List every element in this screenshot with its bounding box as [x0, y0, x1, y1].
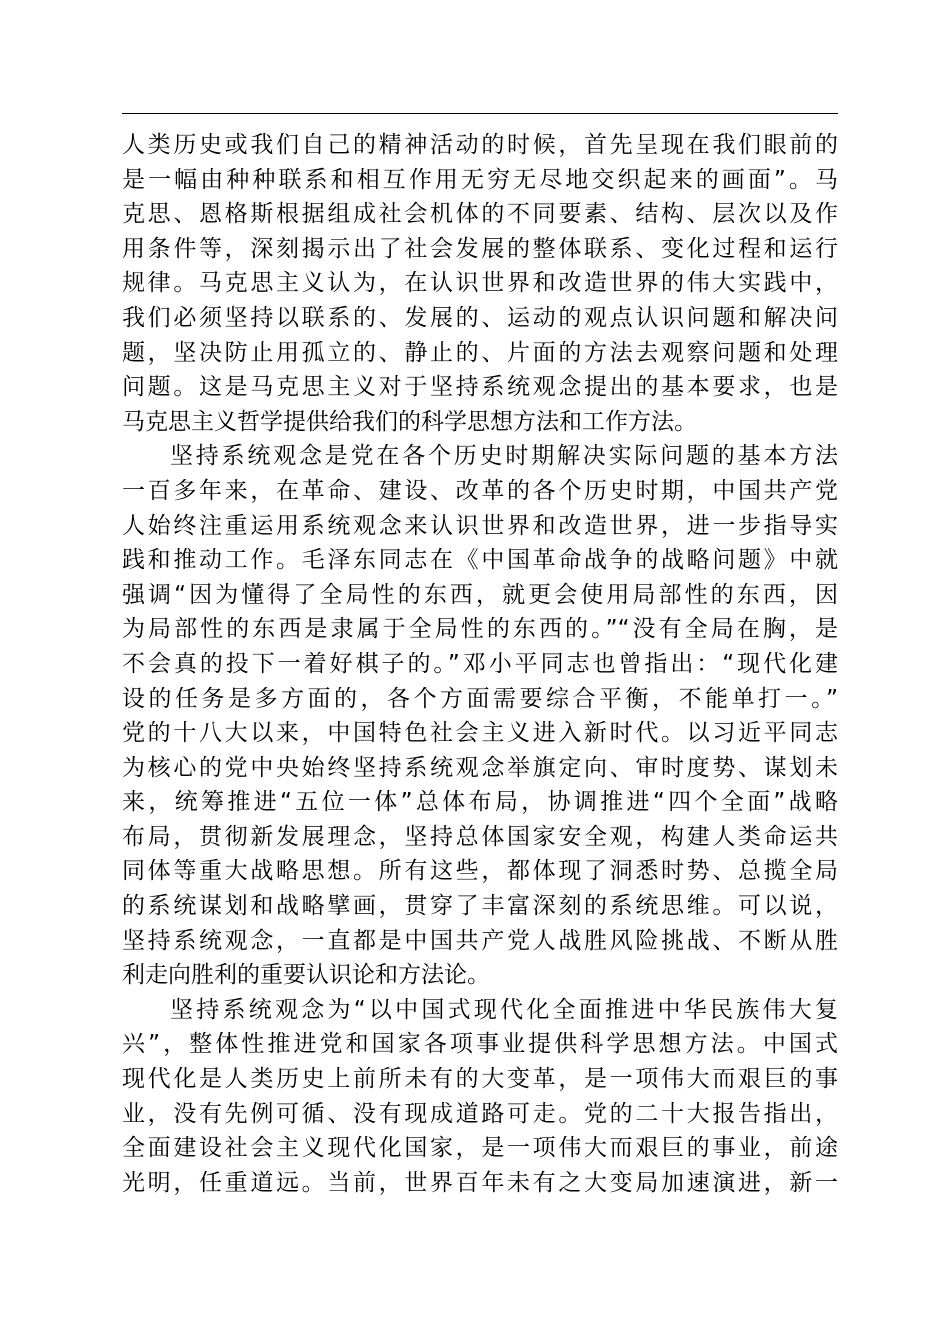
- text-line: 克思、恩格斯根据组成社会机体的不同要素、结构、层次以及作: [122, 201, 838, 228]
- text-line: 题，坚决防止用孤立的、静止的、片面的方法去观察问题和处理: [122, 339, 838, 366]
- text-line: 业，没有先例可循、没有现成道路可走。党的二十大报告指出，: [122, 1100, 838, 1127]
- text-line: 的系统谋划和战略擘画，贯穿了丰富深刻的系统思维。可以说，: [122, 893, 838, 920]
- text-line: 全面建设社会主义现代化国家，是一项伟大而艰巨的事业，前途: [122, 1135, 838, 1162]
- text-line: 同体等重大战略思想。所有这些，都体现了洞悉时势、总揽全局: [122, 858, 838, 885]
- text-line: 党的十八大以来，中国特色社会主义进入新时代。以习近平同志: [122, 720, 838, 747]
- text-line: 人类历史或我们自己的精神活动的时候，首先呈现在我们眼前的: [122, 132, 838, 158]
- paragraph-start-line: 坚持系统观念为“以中国式现代化全面推进中华民族伟大复: [170, 996, 838, 1023]
- text-line: 光明，任重道远。当前，世界百年未有之大变局加速演进，新一: [122, 1169, 838, 1196]
- header-rule: [122, 113, 838, 114]
- text-line: 问题。这是马克思主义对于坚持系统观念提出的基本要求，也是: [122, 374, 838, 401]
- body-text: [122, 128, 838, 1200]
- paragraph-end-line: 马克思主义哲学提供给我们的科学思想方法和工作方法。: [122, 408, 697, 435]
- text-line: 人始终注重运用系统观念来认识世界和改造世界，进一步指导实: [122, 512, 838, 539]
- text-line: 规律。马克思主义认为，在认识世界和改造世界的伟大实践中，: [122, 270, 838, 297]
- paragraph-end-line: 利走向胜利的重要认识论和方法论。: [122, 962, 490, 989]
- text-line: 为核心的党中央始终坚持系统观念举旗定向、审时度势、谋划未: [122, 754, 838, 781]
- text-line: 一百多年来，在革命、建设、改革的各个历史时期，中国共产党: [122, 477, 838, 504]
- text-line: 兴”，整体性推进党和国家各项事业提供科学思想方法。中国式: [122, 1031, 838, 1058]
- text-line: 用条件等，深刻揭示出了社会发展的整体联系、变化过程和运行: [122, 235, 838, 262]
- text-line: 强调“因为懂得了全局性的东西，就更会使用局部性的东西，因: [122, 581, 838, 608]
- text-line: 不会真的投下一着好棋子的。”邓小平同志也曾指出：“现代化建: [122, 650, 838, 677]
- text-line: 践和推动工作。毛泽东同志在《中国革命战争的战略问题》中就: [122, 547, 838, 574]
- text-line: 是一幅由种种联系和相互作用无穷无尽地交织起来的画面”。马: [122, 166, 838, 193]
- text-line: 现代化是人类历史上前所未有的大变革，是一项伟大而艰巨的事: [122, 1066, 838, 1093]
- text-line: 设的任务是多方面的，各个方面需要综合平衡，不能单打一。”: [122, 685, 838, 712]
- text-line: 来，统筹推进“五位一体”总体布局，协调推进“四个全面”战略: [122, 789, 838, 816]
- text-line: 坚持系统观念，一直都是中国共产党人战胜风险挑战、不断从胜: [122, 927, 838, 954]
- paragraph-start-line: 坚持系统观念是党在各个历史时期解决实际问题的基本方法: [170, 443, 838, 470]
- text-line: 布局，贯彻新发展理念，坚持总体国家安全观，构建人类命运共: [122, 823, 838, 850]
- text-line: 我们必须坚持以联系的、发展的、运动的观点认识问题和解决问: [122, 304, 838, 331]
- text-line: 为局部性的东西是隶属于全局性的东西的。”“没有全局在胸，是: [122, 616, 838, 643]
